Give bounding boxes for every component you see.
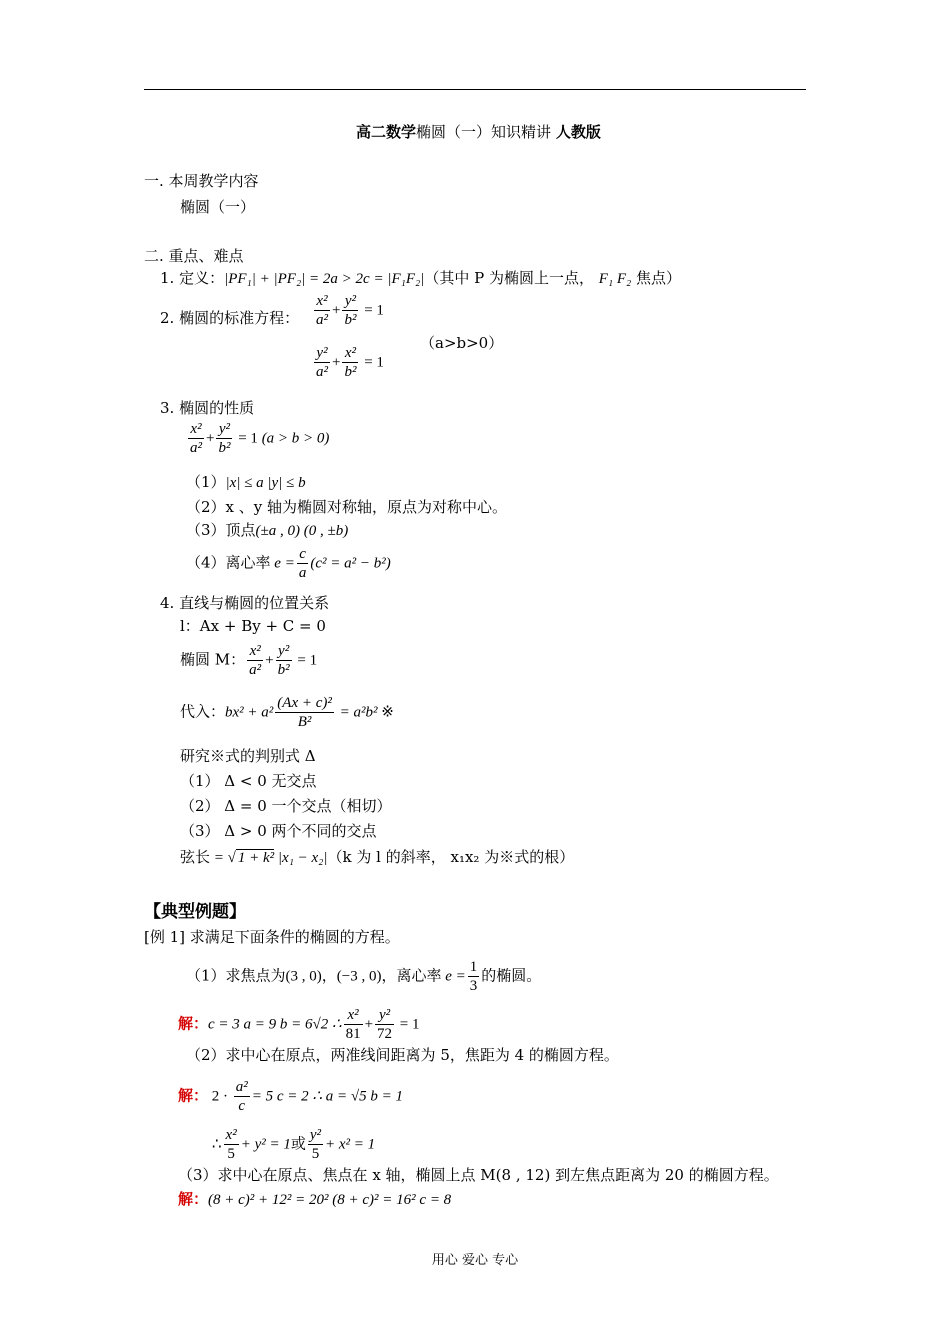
- definition-line: [160, 268, 681, 289]
- property-4-label: （4）离心率: [186, 553, 271, 572]
- property-1-math: |x| ≤ a |y| ≤ b: [225, 475, 306, 491]
- page-footer: 用心 爱心 专心: [431, 1253, 519, 1268]
- answer-2-values: = 5 c = 2 ∴ a = √5 b = 1: [251, 1088, 403, 1105]
- standard-eq-2: $\frac{\text{y²}}{\text{a²}}$ + $\frac{\text{x²}}{\text{b²}}$ = 1: [316, 345, 384, 380]
- line-equation: l：Ax + By + C = 0: [180, 617, 326, 635]
- answer-1: 解：c = 3 a = 9 b = 6√2 ∴ $\frac{\text{x²}}{81}$ + $\frac{\text{y²}}{72}$ = 1: [178, 1007, 420, 1042]
- case-1: （1） Δ < 0 无交点: [180, 772, 317, 790]
- therefore-symbol: ∴: [212, 1134, 222, 1153]
- discriminant-intro: 研究※式的判别式 Δ: [180, 747, 316, 765]
- question-3: （3）求中心在原点、焦点在 x 轴，椭圆上点 M(8 , 12) 到左焦点距离为 20 的椭圆方程。: [178, 1166, 779, 1184]
- property-2: [186, 497, 507, 517]
- definition-note: （其中 P 为椭圆上一点，: [424, 269, 594, 287]
- foci-symbols: F₁ F₂: [598, 271, 632, 287]
- question-1-c: 的椭圆。: [481, 966, 542, 985]
- case-3: （3） Δ > 0 两个不同的交点: [180, 822, 377, 840]
- property-4: （4）离心率 e = $\frac{c}{a}$ (c² = a² − b²): [186, 546, 391, 581]
- answer-3: [178, 1189, 451, 1210]
- page-title: [356, 122, 601, 142]
- property-2-text: x 、y 轴为椭圆对称轴，原点为对称中心。: [225, 498, 508, 516]
- properties-label: 3. 椭圆的性质: [160, 399, 255, 417]
- chord-length: 弦长 = √ 1 + k² |x₁ − x₂|（k 为 l 的斜率， x₁x₂ 为※式的根）: [180, 848, 575, 866]
- title-part-c: 人教版: [555, 123, 601, 141]
- solution-label-2: 解：: [178, 1086, 209, 1105]
- definition-end: 焦点）: [636, 269, 682, 287]
- substitution: 代入：bx² + a² $\frac{\text{(Ax + c)²}}{\text{B²}}$ = a²b² ※: [180, 695, 394, 730]
- examples-heading: 【典型例题】: [144, 902, 246, 922]
- section-1-content: 椭圆（一）: [180, 198, 256, 216]
- substitution-label: 代入：: [180, 702, 226, 721]
- eccentricity-relation: (c² = a² − b²): [310, 555, 391, 572]
- standard-eq-condition: （a>b>0）: [420, 334, 504, 352]
- line-ellipse-label: 4. 直线与椭圆的位置关系: [160, 594, 330, 612]
- answer-1-values: c = 3 a = 9 b = 6√2 ∴: [208, 1016, 342, 1033]
- question-1-a: （1）求焦点为: [186, 966, 286, 985]
- answer-3-values: (8 + c)² + 12² = 20² (8 + c)² = 16² c = 8: [208, 1192, 452, 1208]
- definition-label: 1. 定义：: [160, 269, 225, 287]
- or-word: 或: [290, 1134, 306, 1153]
- property-1-label: （1）: [186, 473, 226, 491]
- property-3-label: （3）顶点: [186, 521, 256, 539]
- property-2-label: （2）: [186, 498, 226, 516]
- example-1-prompt: [例 1] 求满足下面条件的椭圆的方程。: [144, 928, 400, 946]
- case-2: （2） Δ = 0 一个交点（相切）: [180, 797, 392, 815]
- properties-condition: (a > b > 0): [261, 430, 330, 447]
- question-1-b: (3 , 0)，(−3 , 0)，离心率: [285, 968, 442, 985]
- standard-eq-1: $\frac{\text{x²}}{\text{a²}}$ + $\frac{\text{y²}}{\text{b²}}$ = 1: [316, 293, 384, 328]
- standard-eq-label: 2. 椭圆的标准方程：: [160, 309, 300, 327]
- title-part-b: 椭圆（一）知识精讲: [416, 123, 552, 141]
- properties-equation: $\frac{\text{x²}}{\text{a²}}$ + $\frac{\text{y²}}{\text{b²}}$ = 1 (a > b > 0): [190, 421, 330, 456]
- vertices-math: (±a , 0) (0 , ±b): [255, 523, 349, 539]
- title-part-a: 高二数学: [356, 123, 417, 141]
- ellipse-m: 椭圆 M： $\frac{\text{x²}}{\text{a²}}$ + $\frac{\text{y²}}{\text{b²}}$ = 1: [180, 643, 318, 678]
- property-3: [186, 520, 348, 541]
- section-2-heading: 二. 重点、难点: [144, 247, 244, 265]
- header-rule: [144, 89, 806, 90]
- solution-label-3: 解：: [178, 1190, 209, 1208]
- answer-2: 解： 2 · $\frac{\text{a²}}{c}$ = 5 c = 2 ∴ a = √5 b = 1: [178, 1079, 403, 1114]
- ellipse-m-label: 椭圆 M：: [180, 650, 246, 669]
- chord-note: （k 为 l 的斜率， x₁x₂ 为※式的根）: [327, 848, 575, 866]
- solution-label: 解：: [178, 1014, 209, 1033]
- answer-2-result: ∴ $\frac{\text{x²}}{5}$ + y² = 1或 $\frac{\text{y²}}{5}$ + x² = 1: [212, 1127, 376, 1162]
- chord-label: 弦长: [180, 848, 211, 866]
- property-1: [186, 472, 306, 493]
- definition-equation: |PF₁| + |PF₂| = 2a > 2c = |F₁F₂|: [224, 271, 425, 287]
- question-2: （2）求中心在原点，两准线间距离为 5，焦距为 4 的椭圆方程。: [186, 1046, 619, 1064]
- reference-mark: ※: [381, 702, 394, 721]
- section-1-heading: 一. 本周教学内容: [144, 172, 259, 190]
- question-1: （1）求焦点为(3 , 0)，(−3 , 0)，离心率 e = $\frac{1}{3}$ 的椭圆。: [186, 959, 542, 994]
